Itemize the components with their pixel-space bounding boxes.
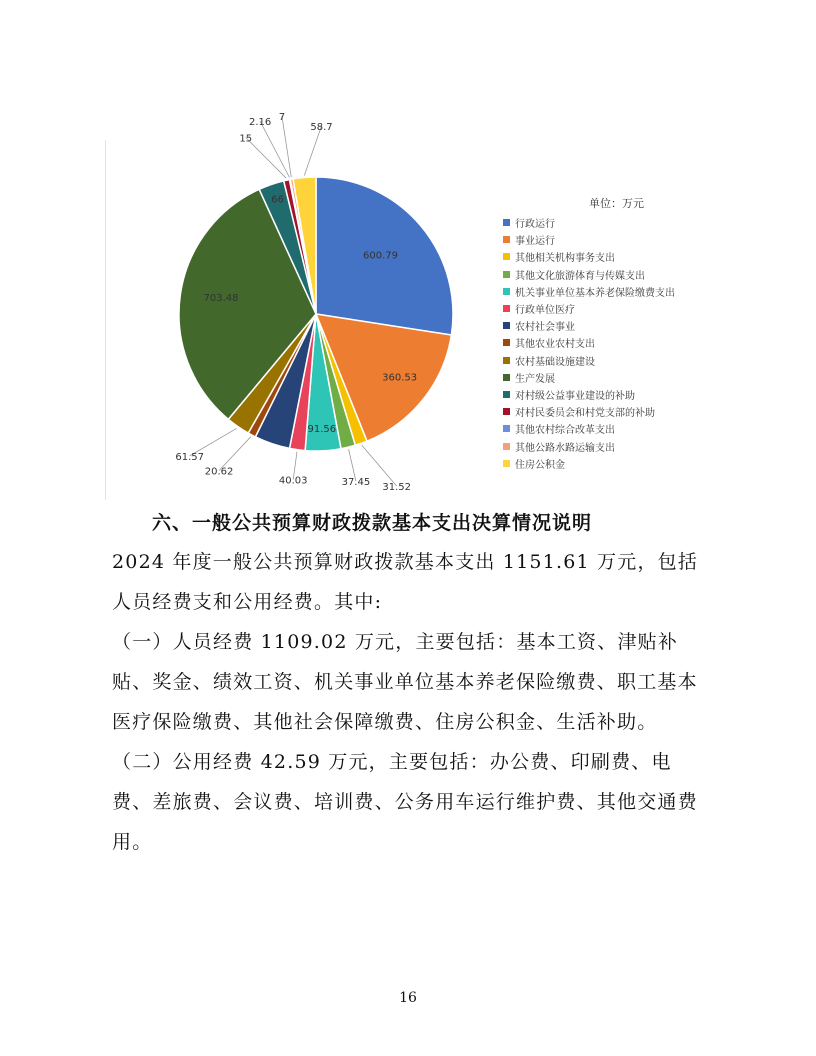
legend-label: 事业运行: [515, 236, 555, 248]
legend-label: 行政单位医疗: [515, 305, 575, 317]
legend-item: [503, 283, 675, 300]
paragraph-basic-expenditure: 2024 年度一般公共预算财政拨款基本支出 1151.61 万元，包括人员经费支和公用经费。其中:: [112, 551, 699, 613]
pie-data-label: 600.79: [363, 250, 398, 262]
pie-leader-line-13: [260, 121, 289, 177]
legend-item: [503, 266, 675, 283]
legend-item: [503, 437, 675, 454]
pie-data-label: 91.56: [307, 424, 337, 436]
pie-leader-line-8: [219, 437, 251, 471]
pie-data-label: 58.7: [310, 122, 333, 133]
pie-data-label: 37.45: [341, 477, 371, 489]
legend-label: 其他公路水路运输支出: [515, 442, 615, 454]
pie-data-label: 40.03: [278, 475, 308, 487]
legend-label: 对村级公益事业建设的补助: [515, 390, 635, 402]
legend-swatch: [503, 443, 510, 450]
expenditure-pie-chart: [105, 112, 704, 500]
pie-data-label: 360.53: [382, 372, 418, 384]
legend-label: 其他农业农村支出: [515, 339, 595, 351]
pie-data-label: 66: [271, 194, 284, 206]
legend-item: [503, 420, 675, 437]
chart-unit-label: 单位：万元: [589, 197, 644, 210]
legend-swatch: [503, 219, 510, 226]
legend-swatch: [503, 322, 510, 329]
legend-item: [503, 334, 675, 351]
legend-swatch: [503, 408, 510, 415]
legend-label: 其他相关机构事务支出: [515, 253, 615, 265]
pie-data-label: 20.62: [204, 466, 234, 478]
legend-item: [503, 352, 675, 369]
legend-swatch: [503, 460, 510, 467]
legend-item: [503, 403, 675, 420]
legend-item: [503, 317, 675, 334]
chart-legend: [503, 214, 675, 472]
legend-item: [503, 369, 675, 386]
legend-swatch: [503, 357, 510, 364]
legend-swatch: [503, 253, 510, 260]
paragraph-personnel-expenses: （一）人员经费 1109.02 万元，主要包括：基本工资、津贴补贴、奖金、绩效工资、机关事业单位基本养老保险缴费、职工基本医疗保险缴费、其他社会保障缴费、住房公积金、生活补助。: [112, 631, 698, 733]
paragraph-public-expenses: （二）公用经费 42.59 万元，主要包括：办公费、印刷费、电费、差旅费、会议费、培训费、公务用车运行维护费、其他交通费用。: [112, 751, 698, 853]
legend-swatch: [503, 305, 510, 312]
pie-data-label: 31.52: [382, 482, 412, 494]
legend-swatch: [503, 288, 510, 295]
legend-label: 行政运行: [515, 219, 555, 231]
legend-label: 农村基础设施建设: [515, 356, 595, 368]
legend-swatch: [503, 391, 510, 398]
legend-item: [503, 214, 675, 231]
legend-label: 生产发展: [515, 373, 555, 385]
legend-item: [503, 300, 675, 317]
legend-item: [503, 231, 675, 248]
legend-swatch: [503, 271, 510, 278]
legend-label: 对村民委员会和村党支部的补助: [515, 408, 655, 420]
page-number: 16: [399, 990, 417, 1006]
legend-swatch: [503, 236, 510, 243]
legend-swatch: [503, 339, 510, 346]
pie-data-label: 15: [239, 133, 253, 145]
pie-data-label: 7: [278, 112, 286, 123]
pie-data-label: 703.48: [203, 293, 239, 305]
pie-data-label: 2.16: [248, 117, 272, 129]
legend-label: 其他农村综合改革支出: [515, 425, 615, 437]
legend-item: [503, 248, 675, 265]
pie-data-label: 61.57: [175, 451, 205, 463]
legend-item: [503, 455, 675, 472]
legend-label: 农村社会事业: [515, 322, 575, 334]
legend-item: [503, 386, 675, 403]
legend-swatch: [503, 425, 510, 432]
legend-swatch: [503, 374, 510, 381]
legend-label: 机关事业单位基本养老保险缴费支出: [515, 287, 675, 299]
pie-leader-line-15: [304, 126, 321, 176]
pie-leader-line-14: [282, 116, 291, 177]
section-heading: 六、一般公共预算财政拨款基本支出决算情况说明: [152, 512, 593, 534]
legend-label: 其他文化旅游体育与传媒支出: [515, 270, 645, 282]
legend-label: 住房公积金: [515, 459, 565, 471]
